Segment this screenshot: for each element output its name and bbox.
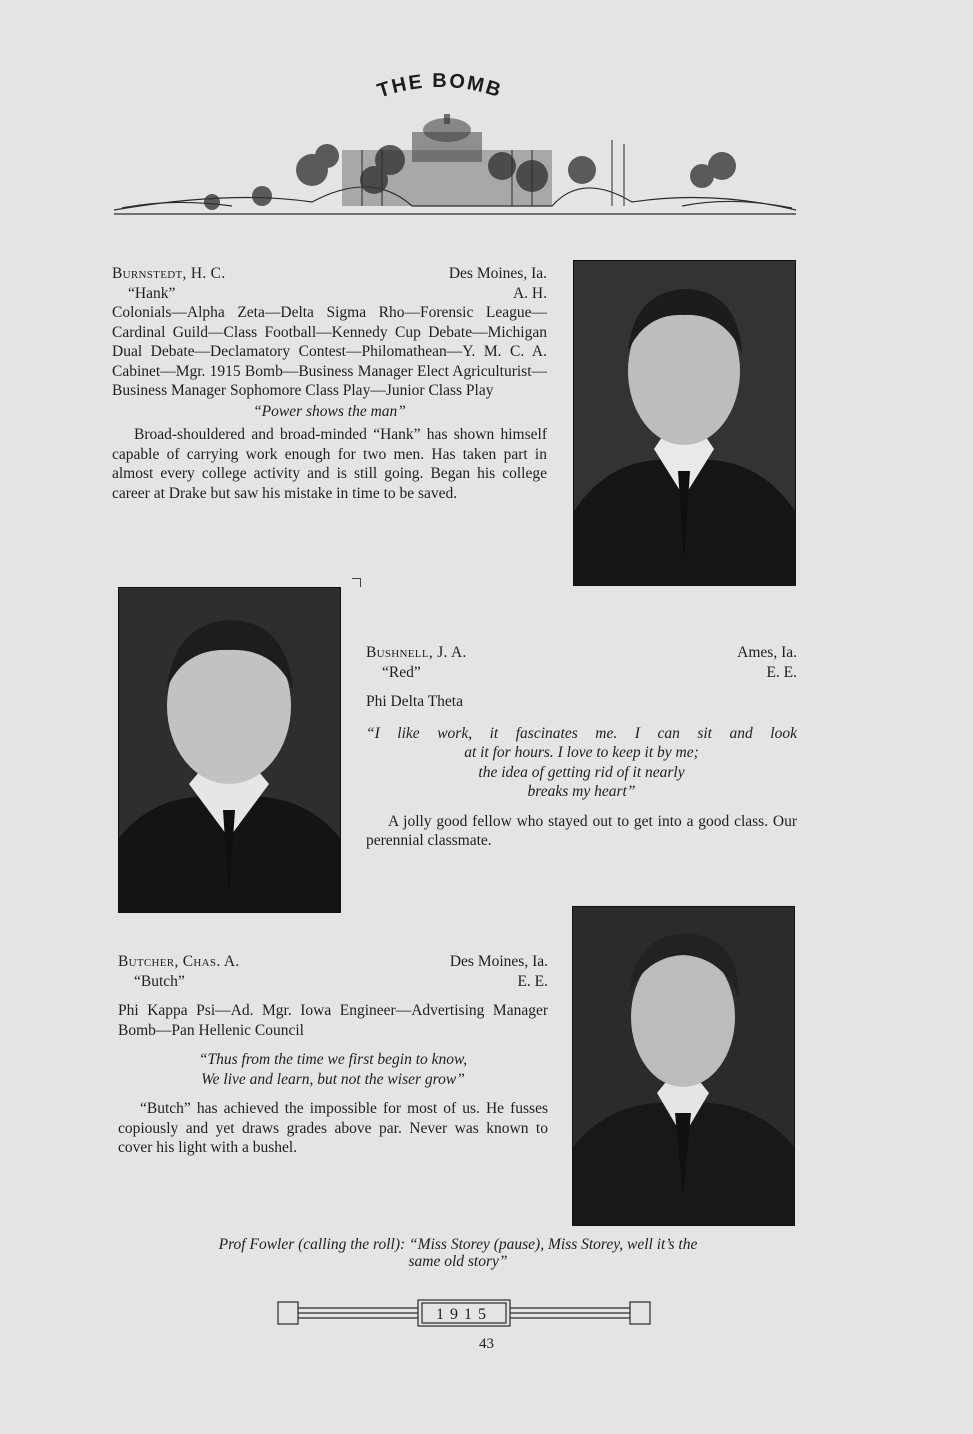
course: E. E. [517,972,548,990]
course: A. H. [512,284,547,302]
footer-quote-line: same old story” [408,1253,508,1270]
description: A jolly good fellow who stayed out to get into a good class. Our perennial classmate. [366,812,797,849]
year-ornament [272,1296,656,1330]
nickname: “Hank” [128,284,176,302]
quote-line: We live and learn, but not the wiser grow” [201,1070,465,1088]
quote-line: breaks my heart” [527,783,636,800]
description: Broad-shouldered and broad-minded “Hank” has shown himself capable of carrying work enough for two men. Has taken part in almost every college activity and is still going. Began his college career at Drake but saw his mistake in time to be saved. [112,426,547,502]
hometown: Ames, Ia. [737,644,797,661]
bomb-title-logo [340,68,540,108]
stray-mark [352,578,361,587]
activities: Phi Delta Theta [366,693,463,710]
nickname: “Butch” [134,972,185,990]
hometown: Des Moines, Ia. [448,265,547,282]
portrait-butcher [572,906,795,1226]
portrait-burnstedt [573,260,796,586]
student-name: Bushnell, J. A. [366,644,467,661]
hometown: Des Moines, Ia. [449,953,548,970]
student-name: Burnstedt, H. C. [112,265,226,282]
entry-bushnell [366,643,797,851]
campus-illustration [112,110,798,220]
nickname: “Red” [382,663,421,681]
page-number: 43 [479,1336,494,1352]
student-name: Butcher, Chas. A. [118,953,240,970]
page-title: THE BOMB [374,69,506,103]
quote-line: the idea of getting rid of it nearly [478,763,685,781]
activities: Phi Kappa Psi—Ad. Mgr. Iowa Engineer—Advertising Manager Bomb—Pan Hellenic Council [118,1002,548,1039]
footer-quote-line: Prof Fowler (calling the roll): “Miss Storey (pause), Miss Storey, well it’s the [218,1236,698,1253]
quote-line: “Thus from the time we first begin to know, [198,1051,468,1068]
portrait-bushnell [118,587,341,913]
description: “Butch” has achieved the impossible for most of us. He fusses copiously and yet draws grades above par. Never was known to cover his light with a bushel. [118,1100,548,1156]
motto-quote [118,1050,548,1089]
motto-quote: “Power shows the man” [253,402,406,420]
quote-line: at it for hours. I love to keep it by me; [464,744,699,761]
footer-joke [118,1236,798,1270]
svg-text:THE BOMB [375,70,505,102]
motto-quote [366,724,797,802]
entry-butcher [118,952,548,1158]
activities: Colonials—Alpha Zeta—Delta Sigma Rho—Forensic League—Cardinal Guild—Class Football—Kennedy Cup Debate—Michigan Dual Debate—Declamatory Contest—Philomathean—Y. M. C. A. Cabinet—Mgr. 1915 Bomb—Business Manager Elect Agriculturist—Business Manager Sophomore Class Play—Junior Class Play [112,304,547,399]
course: E. E. [766,663,797,681]
entry-burnstedt [112,264,547,503]
year-label: 1915 [436,1306,492,1323]
quote-line: “I like work, it fascinates me. I can sit and look [366,724,797,742]
